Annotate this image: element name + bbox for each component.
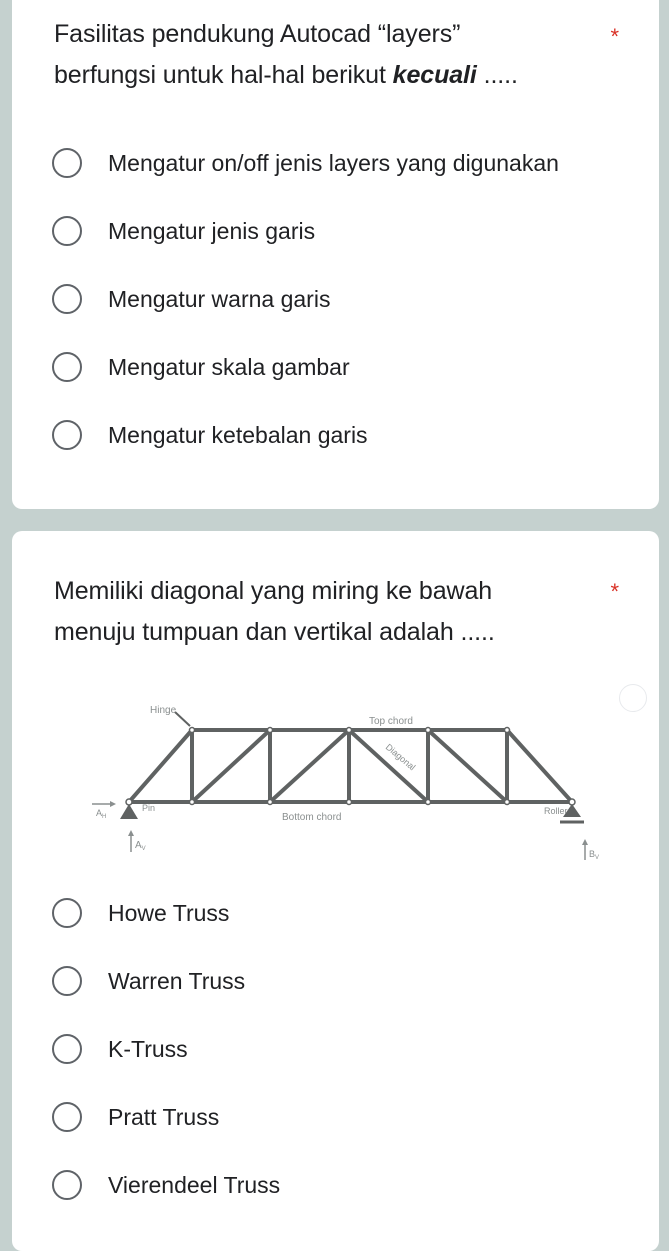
- radio-button[interactable]: [52, 1170, 82, 1200]
- option-label: Mengatur ketebalan garis: [108, 421, 368, 448]
- question-card-2: [12, 531, 659, 1251]
- option-2-3[interactable]: [52, 1029, 188, 1069]
- option-label: Mengatur warna garis: [108, 285, 331, 312]
- av-label: $A_V$: [135, 840, 146, 852]
- option-label: K-Truss: [108, 1035, 188, 1062]
- ah-label: $A_H$: [96, 808, 107, 820]
- pin-support-icon: [120, 804, 138, 819]
- bv-label: $B_V$: [589, 849, 600, 861]
- option-2-4[interactable]: [52, 1097, 219, 1137]
- question-text-1: Fasilitas pendukung Autocad “layers” berfungsi untuk hal-hal berikut: [54, 20, 461, 89]
- option-1-3[interactable]: [52, 279, 330, 319]
- radio-button[interactable]: [52, 966, 82, 996]
- image-menu-icon[interactable]: [619, 684, 647, 712]
- option-1-4[interactable]: [52, 347, 350, 387]
- question-title-2: Memiliki diagonal yang miring ke bawah menuju tumpuan dan vertikal adalah .....: [54, 577, 495, 646]
- radio-button[interactable]: [52, 352, 82, 382]
- hinge-label: Hinge: [150, 705, 177, 716]
- required-asterisk-2: *: [610, 579, 619, 604]
- radio-button[interactable]: [52, 898, 82, 928]
- option-label: Vierendeel Truss: [108, 1171, 281, 1198]
- option-2-1[interactable]: [52, 893, 229, 933]
- roller-label: Roller: [544, 806, 568, 816]
- option-1-5[interactable]: [52, 415, 368, 455]
- radio-button[interactable]: [52, 420, 82, 450]
- question-text-1-end: .....: [476, 61, 518, 89]
- option-1-1[interactable]: [52, 143, 559, 183]
- required-asterisk-1: *: [610, 24, 619, 49]
- question-title-1: [54, 14, 564, 96]
- option-label: Mengatur skala gambar: [108, 353, 350, 380]
- radio-button[interactable]: [52, 284, 82, 314]
- question-card-1: [12, 0, 659, 509]
- top-chord-label: Top chord: [369, 716, 413, 727]
- option-label: Warren Truss: [108, 967, 246, 994]
- option-label: Howe Truss: [108, 899, 230, 926]
- radio-button[interactable]: [52, 1034, 82, 1064]
- diagonal-label: Diagonal: [383, 741, 418, 773]
- option-label: Mengatur jenis garis: [108, 217, 316, 244]
- option-1-2[interactable]: [52, 211, 315, 251]
- bottom-chord-label: Bottom chord: [282, 812, 342, 823]
- radio-button[interactable]: [52, 148, 82, 178]
- option-2-5[interactable]: [52, 1165, 280, 1205]
- option-label: Mengatur on/off jenis layers yang digunakan: [108, 149, 559, 176]
- truss-diagram-image: [72, 696, 612, 871]
- radio-button[interactable]: [52, 1102, 82, 1132]
- radio-button[interactable]: [52, 216, 82, 246]
- pin-label: Pin: [142, 803, 156, 813]
- question-emphasis-1: kecuali: [392, 61, 477, 89]
- option-2-2[interactable]: [52, 961, 245, 1001]
- option-label: Pratt Truss: [108, 1103, 220, 1130]
